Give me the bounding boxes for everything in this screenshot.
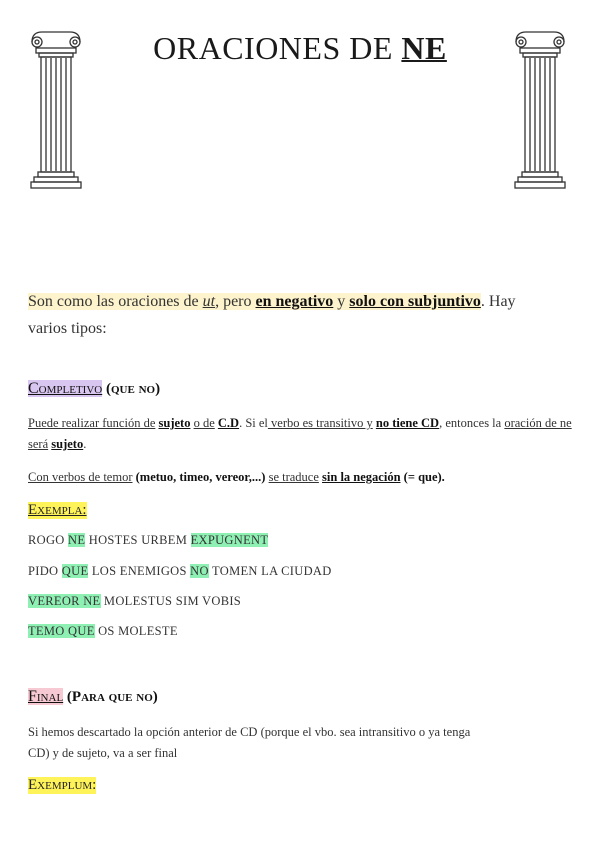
title-main: ORACIONES DE bbox=[153, 30, 393, 66]
title-ne: NE bbox=[401, 30, 447, 66]
para-sujeto2: sujeto bbox=[51, 437, 84, 451]
para-verbo: verbo es transitivo y bbox=[267, 416, 373, 430]
para-text: . Si el bbox=[239, 416, 268, 430]
para-cd: C.D bbox=[217, 416, 240, 430]
final-line: Si hemos descartado la opción anterior de CD (porque el vbo. sea intransitivo o ya tenga bbox=[28, 725, 471, 739]
para-sujeto: sujeto bbox=[158, 416, 191, 430]
exemplum-label: Exemplum: bbox=[28, 777, 97, 793]
final-para bbox=[28, 722, 572, 764]
para-traduce: se traduce bbox=[268, 470, 319, 484]
ex-hl: NO bbox=[190, 564, 209, 578]
completivo-title: Completivo bbox=[28, 380, 103, 397]
intro-ut: ut bbox=[202, 293, 216, 310]
ex-text: TOMEN LA CIUDAD bbox=[208, 564, 332, 578]
intro-negativo: en negativo bbox=[255, 293, 334, 310]
page-title bbox=[0, 30, 600, 67]
completivo-para-1 bbox=[28, 413, 572, 455]
example-line bbox=[28, 533, 268, 548]
final-subtitle: (Para que no) bbox=[66, 689, 158, 705]
intro-text: y bbox=[337, 293, 346, 310]
ex-hl: NE bbox=[68, 533, 86, 547]
ex-hl: EXPUGNENT bbox=[190, 533, 269, 547]
example-line bbox=[28, 624, 178, 639]
completivo-heading bbox=[28, 380, 160, 398]
ex-text: HOSTES URBEM bbox=[85, 533, 191, 547]
ex-text: MOLESTUS SIM VOBIS bbox=[100, 594, 242, 608]
intro-text: varios tipos: bbox=[28, 320, 107, 337]
para-text: Puede realizar función de bbox=[28, 416, 156, 430]
para-oracion: oración de ne será bbox=[28, 416, 572, 451]
ex-text: PIDO bbox=[28, 564, 62, 578]
para-text: o de bbox=[193, 416, 215, 430]
para-sin: sin la negación bbox=[322, 470, 401, 484]
intro-text: . Hay bbox=[480, 293, 516, 310]
ex-text: LOS ENEMIGOS bbox=[88, 564, 191, 578]
ex-hl: VEREOR NE bbox=[28, 594, 101, 608]
para-verbs: (metuo, timeo, vereor,...) bbox=[135, 470, 266, 484]
example-line bbox=[28, 564, 332, 579]
ex-text: OS MOLESTE bbox=[94, 624, 178, 638]
final-line: CD) y de sujeto, va a ser final bbox=[28, 746, 178, 760]
intro-text: , pero bbox=[215, 293, 252, 310]
example-line bbox=[28, 594, 241, 609]
ex-hl: QUE bbox=[61, 564, 89, 578]
para-text: , entonces la bbox=[439, 416, 502, 430]
para-temor: Con verbos de temor bbox=[28, 470, 133, 484]
intro-subjuntivo: solo con subjuntivo bbox=[349, 293, 481, 310]
para-que: (= que). bbox=[403, 470, 445, 484]
para-notiene: no tiene CD bbox=[375, 416, 440, 430]
para-text: . bbox=[83, 437, 87, 451]
intro-paragraph bbox=[28, 288, 568, 342]
final-heading bbox=[28, 688, 158, 706]
intro-highlight bbox=[28, 293, 481, 310]
completivo-para-2 bbox=[28, 467, 572, 488]
final-title: Final bbox=[28, 688, 64, 705]
ex-hl: TEMO QUE bbox=[28, 624, 95, 638]
completivo-subtitle: (que no) bbox=[105, 381, 161, 397]
exempla-label: Exempla: bbox=[28, 502, 87, 518]
ex-text: ROGO bbox=[28, 533, 69, 547]
intro-text: Son como las oraciones de bbox=[28, 293, 199, 310]
